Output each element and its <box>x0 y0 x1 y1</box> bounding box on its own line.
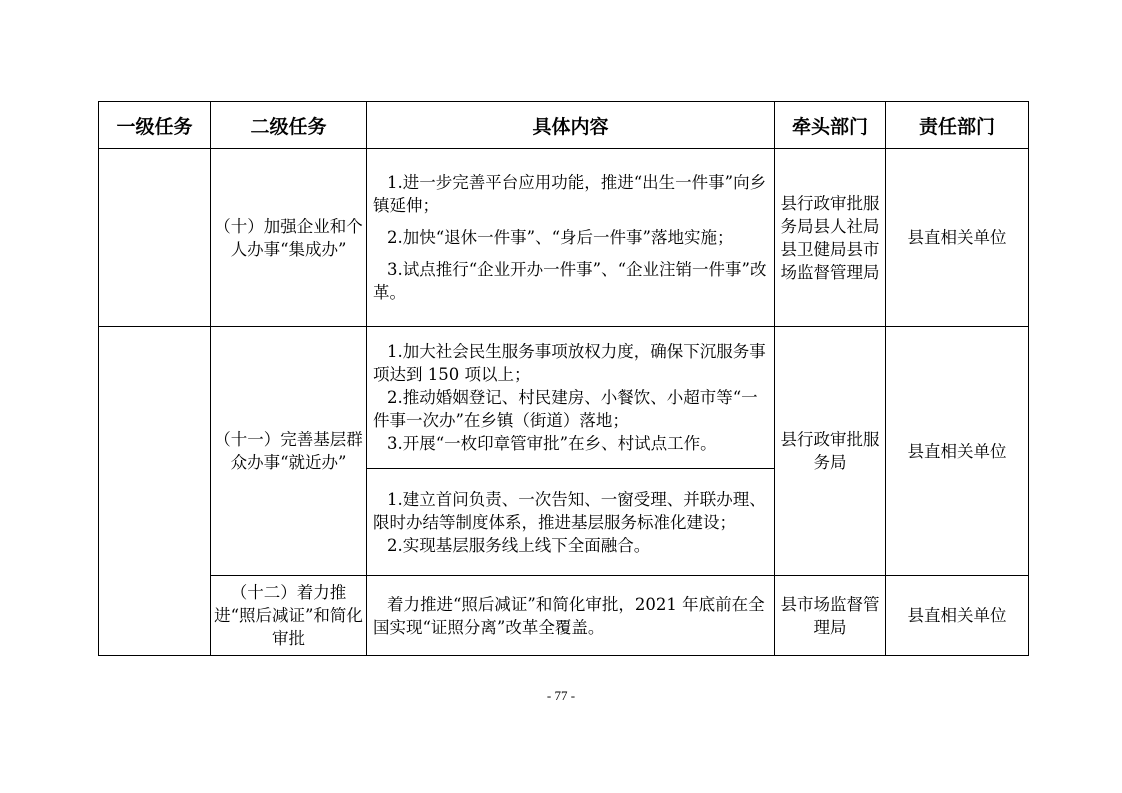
table-row <box>99 576 1029 656</box>
task1-cell-empty <box>99 327 211 656</box>
page-number: - 77 - <box>546 688 576 703</box>
content-item: 2.推动婚姻登记、村民建房、小餐饮、小超市等“一件事一次办”在乡镇（街道）落地； <box>373 388 758 430</box>
table-row <box>99 327 1029 469</box>
content-cell <box>367 327 775 469</box>
content-item: 3.开展“一枚印章管审批”在乡、村试点工作。 <box>387 434 717 453</box>
task2-cell: （十一）完善基层群众办事“就近办” <box>211 327 367 576</box>
header-resp-dept: 责任部门 <box>886 102 1029 149</box>
content-item: 着力推进“照后减证”和简化审批，2021 年底前在全国实现“证照分离”改革全覆盖。 <box>373 594 765 637</box>
resp-dept-cell: 县直相关单位 <box>886 149 1029 327</box>
task1-cell <box>99 149 211 327</box>
content-item: 1.加大社会民生服务事项放权力度，确保下沉服务事项达到 150 项以上； <box>373 342 766 384</box>
content-cell <box>367 469 775 576</box>
content-cell <box>367 576 775 656</box>
lead-dept-cell: 县行政审批服务局县人社局县卫健局县市场监督管理局 <box>775 149 886 327</box>
lead-dept-cell: 县行政审批服务局 <box>775 327 886 576</box>
content-item: 1.建立首问负责、一次告知、一窗受理、并联办理、限时办结等制度体系，推进基层服务标准化建设； <box>373 489 766 532</box>
content-item: 2.加快“退休一件事”、“身后一件事”落地实施； <box>387 228 734 247</box>
task-table-container <box>98 101 1028 656</box>
header-lead-dept: 牵头部门 <box>775 102 886 149</box>
resp-dept-cell: 县直相关单位 <box>886 576 1029 656</box>
content-cell <box>367 149 775 327</box>
header-task2: 二级任务 <box>211 102 367 149</box>
table-row <box>99 149 1029 327</box>
task-table <box>98 101 1029 656</box>
content-item: 3.试点推行“企业开办一件事”、“企业注销一件事”改革。 <box>373 260 767 302</box>
table-header-row <box>99 102 1029 149</box>
task2-cell: （十）加强企业和个人办事“集成办” <box>211 149 367 327</box>
header-content: 具体内容 <box>367 102 775 149</box>
task2-cell: （十二）着力推进“照后减证”和简化审批 <box>211 576 367 656</box>
lead-dept-cell: 县市场监督管理局 <box>775 576 886 656</box>
resp-dept-cell: 县直相关单位 <box>886 327 1029 576</box>
header-task1: 一级任务 <box>99 102 211 149</box>
content-item: 2.实现基层服务线上线下全面融合。 <box>387 535 651 555</box>
content-item: 1.进一步完善平台应用功能，推进“出生一件事”向乡镇延伸； <box>373 173 767 215</box>
